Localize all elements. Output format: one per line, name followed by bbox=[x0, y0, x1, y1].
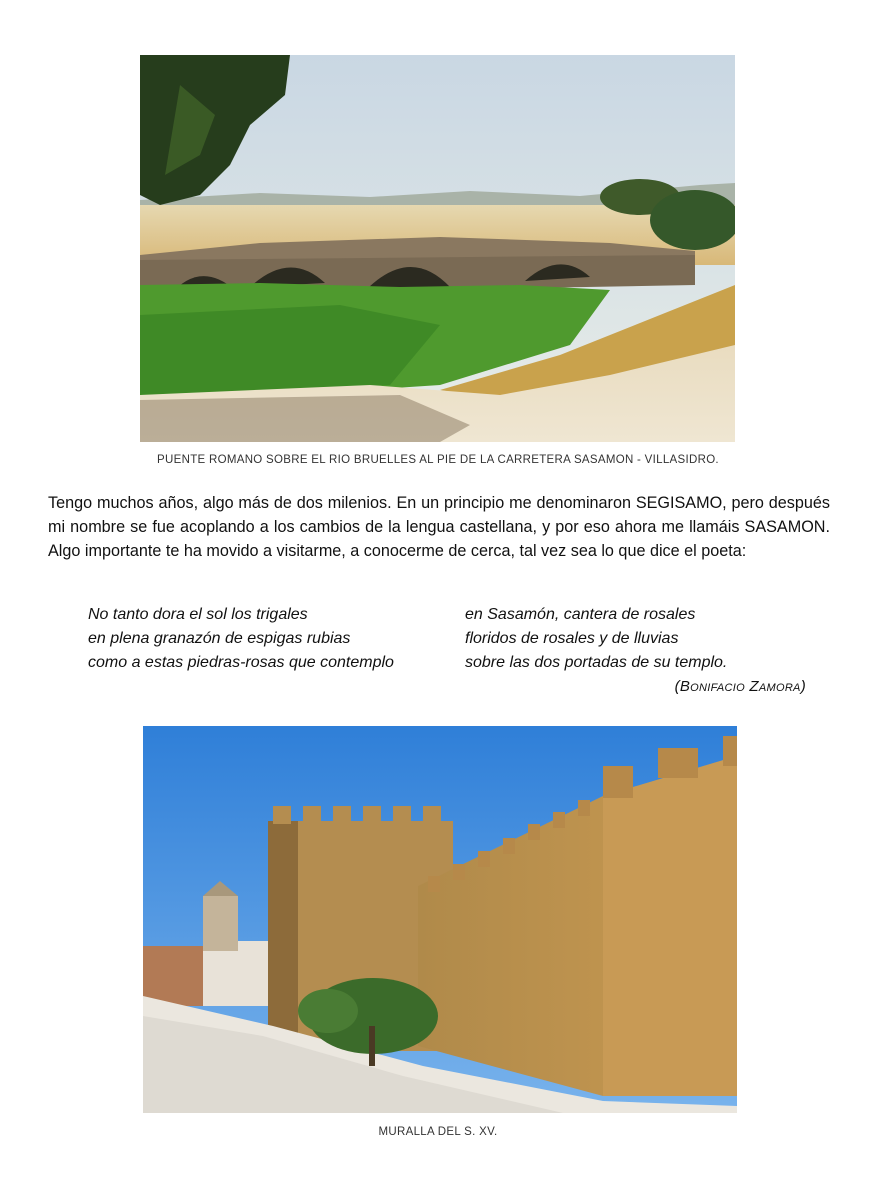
poem-line: No tanto dora el sol los trigales bbox=[88, 606, 308, 623]
intro-paragraph: Tengo muchos años, algo más de dos milenios. En un principio me denominaron SEGISAMO, pero después mi nombre se fue acoplando a los cambios de la lengua castellana, y por eso ahora me llamáis SASAMON. Algo importante te ha movido a visitarme, a conocerme de cerca, tal vez sea lo que dice el poeta: bbox=[48, 494, 830, 560]
bottom-photo-caption: MURALLA DEL S. XV. bbox=[378, 1126, 498, 1138]
poem-line: floridos de rosales y de lluvias bbox=[465, 630, 679, 647]
poem-attribution: (Bonifacio Zamora) bbox=[674, 678, 806, 695]
city-wall-photo bbox=[143, 726, 737, 1113]
poem-left-stanza bbox=[88, 603, 394, 675]
roman-bridge-photo bbox=[140, 55, 735, 442]
top-photo-caption: PUENTE ROMANO SOBRE EL RIO BRUELLES AL PIE DE LA CARRETERA SASAMON - VILLASIDRO. bbox=[157, 454, 719, 466]
poem-line: como a estas piedras-rosas que contemplo bbox=[88, 654, 394, 671]
poem-line: en Sasamón, cantera de rosales bbox=[465, 606, 696, 623]
poem-right-stanza bbox=[465, 603, 727, 675]
poem-line: sobre las dos portadas de su templo. bbox=[465, 654, 728, 671]
poem-line: en plena granazón de espigas rubias bbox=[88, 630, 351, 647]
